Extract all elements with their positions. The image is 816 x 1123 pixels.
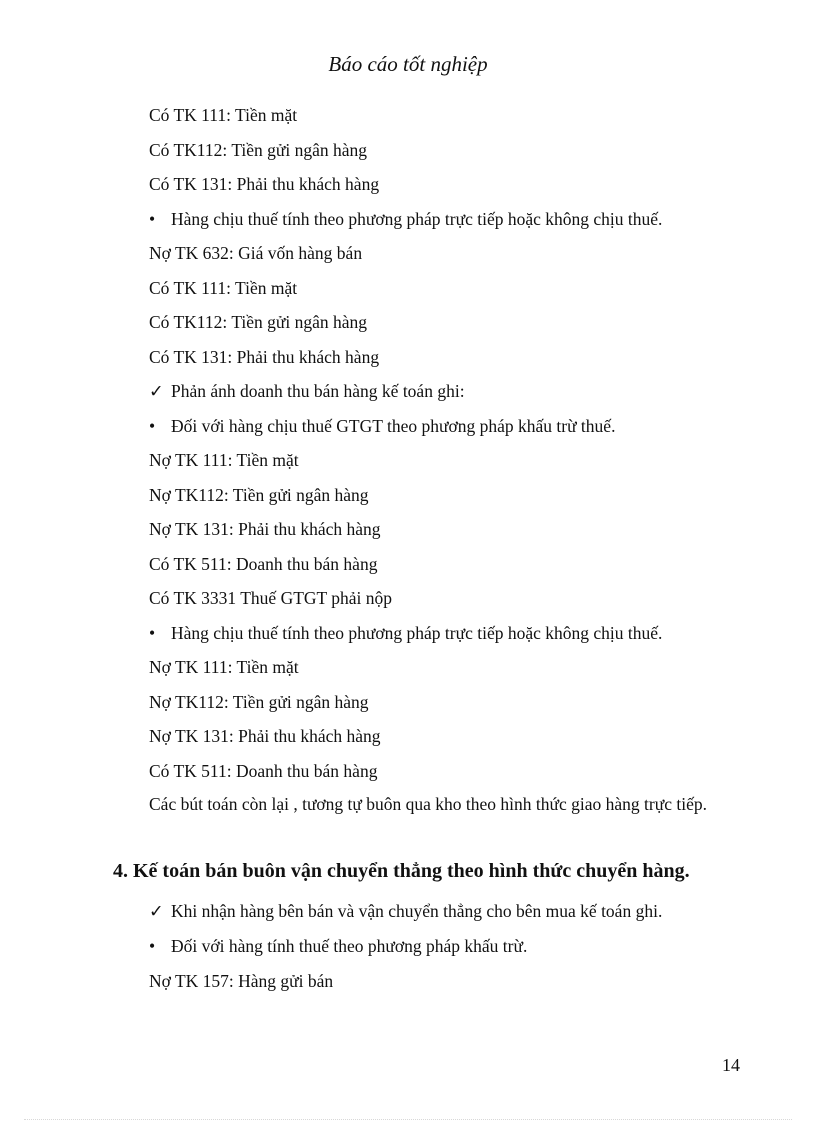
text-line — [149, 900, 662, 922]
text-line — [149, 173, 379, 195]
line-text: Đối với hàng chịu thuế GTGT theo phương pháp khấu trừ thuế. — [171, 415, 616, 436]
line-text: Có TK112: Tiền gửi ngân hàng — [149, 312, 368, 332]
line-text: Phản ánh doanh thu bán hàng kế toán ghi: — [171, 381, 465, 401]
line-text: Nợ TK 131: Phải thu khách hàng — [149, 519, 381, 539]
text-line — [149, 935, 527, 957]
footer-dotted-rule — [24, 1119, 792, 1120]
text-line — [149, 380, 465, 402]
bullet-icon: • — [149, 936, 156, 956]
text-line — [149, 760, 377, 782]
checkmark-icon: ✓ — [149, 901, 164, 921]
line-text: Có TK112: Tiền gửi ngân hàng — [149, 139, 368, 160]
line-text: Có TK 511: Doanh thu bán hàng — [149, 760, 378, 781]
line-text: Có TK 131: Phải thu khách hàng — [149, 346, 380, 367]
text-line — [149, 725, 381, 747]
line-text: Hàng chịu thuế tính theo phương pháp trực tiếp hoặc không chịu thuế. — [171, 622, 663, 643]
text-line — [149, 449, 299, 471]
line-text: Nợ TK 111: Tiền mặt — [149, 450, 299, 470]
text-line — [149, 484, 369, 506]
text-line — [149, 691, 369, 713]
text-line — [149, 587, 392, 609]
text-line — [149, 415, 615, 437]
text-line — [149, 970, 333, 992]
line-text: Có TK 131: Phải thu khách hàng — [149, 174, 380, 194]
line-text: Có TK 511: Doanh thu bán hàng — [149, 553, 378, 574]
text-line — [149, 277, 297, 299]
text-line — [149, 242, 362, 264]
text-line — [149, 346, 379, 368]
line-text: Khi nhận hàng bên bán và vận chuyển thẳng cho bên mua kế toán ghi. — [171, 901, 663, 921]
line-text: Có TK 111: Tiền mặt — [149, 277, 298, 298]
line-text: Nợ TK 632: Giá vốn hàng bán — [149, 243, 363, 263]
page-number: 14 — [722, 1055, 740, 1075]
line-text: Nợ TK 111: Tiền mặt — [149, 657, 299, 677]
bullet-icon: • — [149, 415, 156, 436]
line-text: Hàng chịu thuế tính theo phương pháp trực tiếp hoặc không chịu thuế. — [171, 208, 663, 229]
text-line — [149, 139, 367, 161]
text-line — [149, 518, 381, 540]
line-text: Nợ TK 157: Hàng gửi bán — [149, 971, 334, 991]
text-line — [149, 311, 367, 333]
section-heading: 4. Kế toán bán buôn vận chuyển thẳng theo hình thức chuyển hàng. — [113, 860, 690, 882]
page-header: Báo cáo tốt nghiệp — [328, 52, 488, 76]
line-text: Có TK 111: Tiền mặt — [149, 105, 298, 125]
text-line — [149, 208, 662, 230]
bullet-icon: • — [149, 208, 156, 229]
line-text: Đối với hàng tính thuế theo phương pháp khấu trừ. — [171, 936, 528, 956]
line-text: Nợ TK112: Tiền gửi ngân hàng — [149, 484, 369, 505]
line-text: Có TK 3331 Thuế GTGT phải nộp — [149, 588, 393, 608]
text-line — [149, 656, 299, 678]
text-line — [149, 622, 662, 644]
checkmark-icon: ✓ — [149, 381, 164, 401]
bullet-icon: • — [149, 622, 156, 643]
text-line — [149, 104, 297, 126]
line-text: Nợ TK112: Tiền gửi ngân hàng — [149, 691, 369, 712]
text-line — [149, 553, 377, 575]
body-paragraph: Các bút toán còn lại , tương tự buôn qua kho theo hình thức giao hàng trực tiếp. — [149, 794, 707, 814]
line-text: Nợ TK 131: Phải thu khách hàng — [149, 726, 381, 746]
